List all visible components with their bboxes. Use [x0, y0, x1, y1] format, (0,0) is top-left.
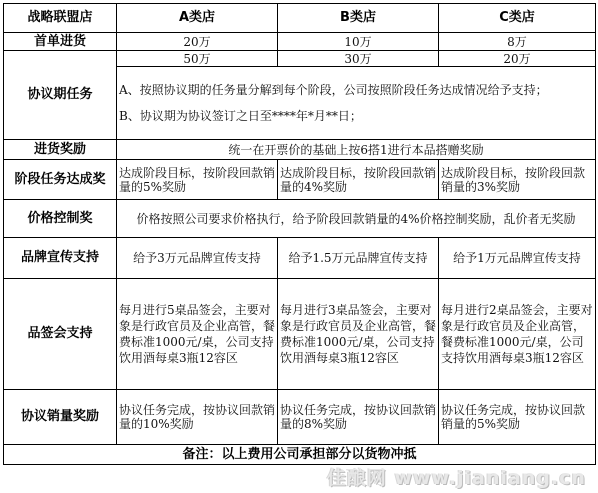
volume-reward-label: 协议销量奖励 [4, 390, 117, 445]
tasting-support-c: 每月进行2桌品签会，主要对象是行政官员及企业高管，餐费标准1000元/桌，公司支持饮用酒每桌3瓶12容区 [439, 279, 596, 390]
site-watermark: 佳酿网 www.jianiang.cn [326, 467, 586, 489]
tasting-support-a: 每月进行5桌品签会，主要对象是行政官员及企业高管，餐费标准1000元/桌，公司支持饮用酒每桌3瓶12容区 [117, 279, 278, 390]
stage-task-c: 达成阶段目标，按阶段回款销量的3%奖励 [439, 160, 596, 200]
price-control-text: 价格按照公司要求价格执行，给予阶段回款销量的4%价格控制奖励，乱价者无奖励 [117, 200, 596, 238]
first-order-a: 20万 [117, 33, 278, 51]
stage-task-label: 阶段任务达成奖 [4, 160, 117, 200]
price-control-row [4, 200, 596, 238]
header-class-a: A类店 [117, 4, 278, 33]
header-class-b: B类店 [278, 4, 439, 33]
brand-support-b: 给予1.5万元品牌宣传支持 [278, 238, 439, 279]
policy-table-container [3, 3, 595, 465]
volume-reward-c: 协议任务完成，按协议回款销量的5%奖励 [439, 390, 596, 445]
agreement-note-b: B、协议期为协议签订之日至****年*月**日； [119, 109, 362, 123]
brand-support-c: 给予1万元品牌宣传支持 [439, 238, 596, 279]
agreement-task-values-row [4, 51, 596, 67]
first-order-label: 首单进货 [4, 33, 117, 51]
remark-row [4, 445, 596, 465]
volume-reward-b: 协议任务完成，按协议回款销量的8%奖励 [278, 390, 439, 445]
agreement-task-b: 30万 [278, 51, 439, 67]
brand-support-row [4, 238, 596, 279]
agreement-task-a: 50万 [117, 51, 278, 67]
stage-task-a: 达成阶段目标，按阶段回款销量的5%奖励 [117, 160, 278, 200]
purchase-reward-text: 统一在开票价的基础上按6搭1进行本品搭赠奖励 [117, 140, 596, 160]
brand-support-label: 品牌宣传支持 [4, 238, 117, 279]
header-store-type: 战略联盟店 [4, 4, 117, 33]
agreement-task-c: 20万 [439, 51, 596, 67]
agreement-note-a: A、按照协议期的任务量分解到每个阶段，公司按照阶段任务达成情况给予支持； [119, 83, 548, 97]
agreement-task-notes [117, 67, 596, 140]
stage-task-b: 达成阶段目标，按阶段回款销量的4%奖励 [278, 160, 439, 200]
purchase-reward-label: 进货奖励 [4, 140, 117, 160]
policy-table [3, 3, 596, 465]
volume-reward-a: 协议任务完成，按协议回款销量的10%奖励 [117, 390, 278, 445]
stage-task-row [4, 160, 596, 200]
tasting-support-b: 每月进行3桌品签会，主要对象是行政官员及企业高管，餐费标准1000元/桌，公司支持饮用酒每桌3瓶12容区 [278, 279, 439, 390]
agreement-task-label: 协议期任务 [4, 51, 117, 140]
brand-support-a: 给予3万元品牌宣传支持 [117, 238, 278, 279]
volume-reward-row [4, 390, 596, 445]
purchase-reward-row [4, 140, 596, 160]
tasting-support-label: 品签会支持 [4, 279, 117, 390]
header-row [4, 4, 596, 33]
first-order-c: 8万 [439, 33, 596, 51]
first-order-row [4, 33, 596, 51]
header-class-c: C类店 [439, 4, 596, 33]
remark-text: 备注：以上费用公司承担部分以货物冲抵 [4, 445, 596, 465]
first-order-b: 10万 [278, 33, 439, 51]
tasting-support-row [4, 279, 596, 390]
price-control-label: 价格控制奖 [4, 200, 117, 238]
